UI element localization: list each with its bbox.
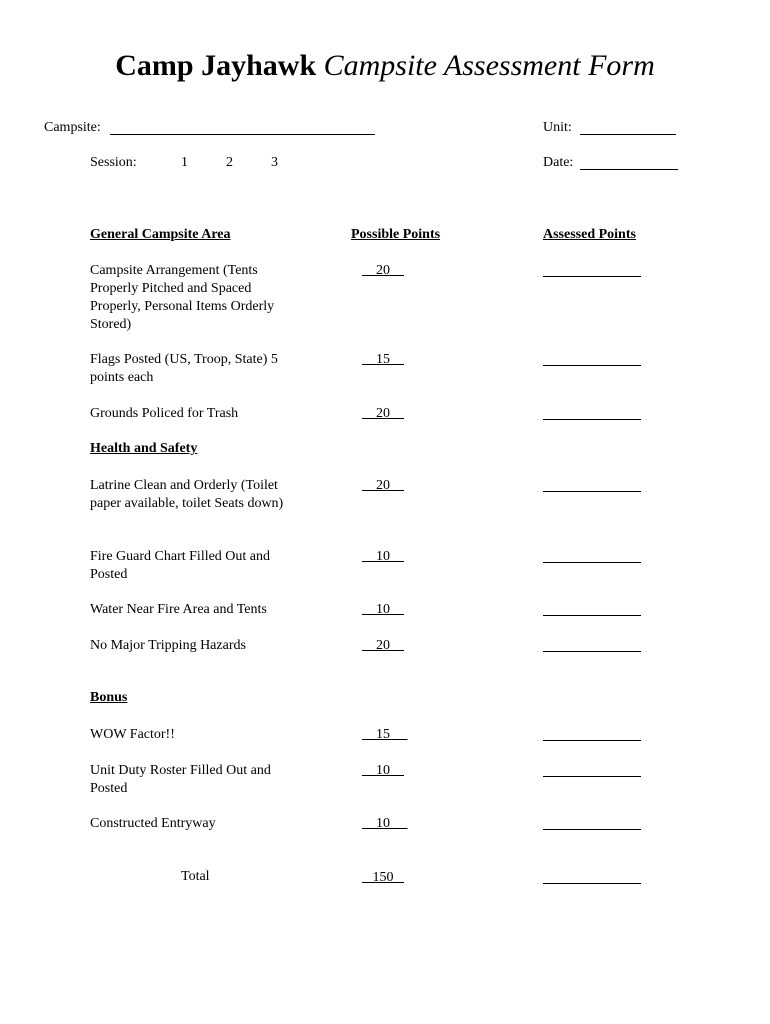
possible-points-value: 10 (376, 816, 390, 831)
assessed-points-input[interactable] (543, 603, 641, 616)
item-label: No Major Tripping Hazards (90, 638, 246, 653)
possible-points-value: 20 (376, 638, 390, 653)
possible-points-value: 20 (376, 406, 390, 421)
assessed-points-input[interactable] (543, 728, 641, 741)
section-heading-health: Health and Safety (90, 441, 198, 456)
possible-points-value: 15 (376, 727, 390, 742)
possible-points-value: 10 (376, 549, 390, 564)
item-label: WOW Factor!! (90, 727, 175, 742)
title-form-name: Campsite Assessment Form (323, 49, 655, 82)
item-label: Flags Posted (US, Troop, State) 5 points each (90, 352, 278, 385)
possible-points-value: 10 (376, 763, 390, 778)
possible-points-value: 15 (376, 352, 390, 367)
unit-field-label: Unit: (543, 120, 572, 135)
campsite-field-label: Campsite: (44, 120, 101, 135)
assessed-points-input[interactable] (543, 817, 641, 830)
assessed-points-input[interactable] (543, 353, 641, 366)
item-label: Latrine Clean and Orderly (Toilet paper available, toilet Seats down) (90, 478, 284, 511)
session-option-2[interactable]: 2 (226, 155, 233, 170)
assessed-points-input[interactable] (543, 264, 641, 277)
assessed-points-input[interactable] (543, 639, 641, 652)
section-heading-general: General Campsite Area (90, 227, 231, 242)
total-label: Total (181, 869, 210, 884)
assessed-points-input[interactable] (543, 550, 641, 563)
session-field-label: Session: (90, 155, 137, 170)
possible-points-value: 10 (376, 602, 390, 617)
date-field-label: Date: (543, 155, 574, 170)
assessed-points-input[interactable] (543, 764, 641, 777)
assessed-points-input[interactable] (543, 407, 641, 420)
assessed-points-input[interactable] (543, 479, 641, 492)
title-camp-name: Camp Jayhawk (115, 49, 317, 82)
campsite-input-line[interactable] (110, 120, 375, 135)
session-option-1[interactable]: 1 (181, 155, 188, 170)
session-option-3[interactable]: 3 (271, 155, 278, 170)
item-label: Grounds Policed for Trash (90, 406, 239, 421)
date-input-line[interactable] (580, 155, 678, 170)
item-label: Unit Duty Roster Filled Out and Posted (90, 763, 271, 796)
total-assessed-input[interactable] (543, 871, 641, 884)
assessed-points-header: Assessed Points (543, 227, 636, 242)
possible-points-value: 20 (376, 263, 390, 278)
item-label: Fire Guard Chart Filled Out and Posted (90, 549, 271, 582)
item-label: Water Near Fire Area and Tents (90, 602, 267, 617)
unit-input-line[interactable] (580, 120, 676, 135)
item-label: Campsite Arrangement (Tents Properly Pitched and Spaced Properly, Personal Items Orderly Stored) (90, 263, 275, 332)
total-possible-points: 150 (372, 870, 394, 885)
possible-points-header: Possible Points (351, 227, 441, 242)
section-heading-bonus: Bonus (90, 690, 128, 705)
item-label: Constructed Entryway (90, 816, 216, 831)
form-title (0, 47, 770, 85)
possible-points-value: 20 (376, 478, 390, 493)
